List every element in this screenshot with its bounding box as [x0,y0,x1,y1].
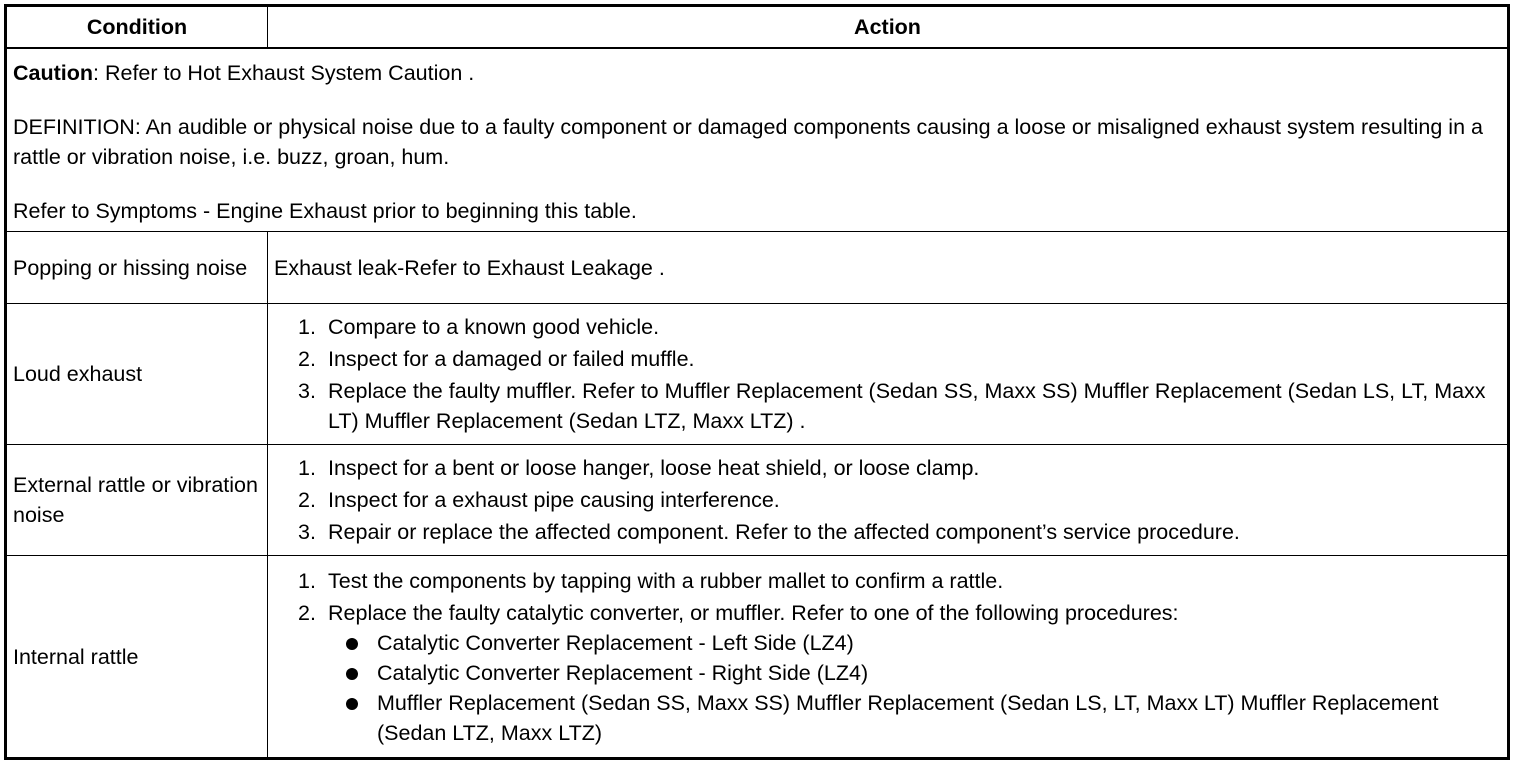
bullet-icon [346,698,358,710]
step-text: Inspect for a damaged or failed muffle. [328,347,695,371]
step-number: 1. [298,315,316,339]
bullet-icon [346,668,358,680]
step-text: Replace the faulty catalytic converter, or muffler. Refer to one of the following procedures: [328,600,1179,625]
condition-cell: External rattle or vibration noise [6,445,268,556]
step-text: Compare to a known good vehicle. [328,315,660,339]
step-text: Replace the faulty muffler. Refer to Muffler Replacement (Sedan SS, Maxx SS) Muffler Replacement (Sedan LS, LT, Maxx LT) Muffler Replacement (Sedan LTZ, Maxx LTZ) . [328,379,1486,433]
step-number: 1. [298,456,316,480]
table-row [6,232,1509,304]
step-item [274,517,1501,547]
step-text: Repair or replace the affected component. Refer to the affected component’s service procedure. [328,520,1240,544]
action-cell: Exhaust leak-Refer to Exhaust Leakage . [268,232,1509,304]
step-text: Inspect for a exhaust pipe causing interference. [328,488,780,512]
procedure-text: Catalytic Converter Replacement - Right Side (LZ4) [377,660,869,685]
table-row [6,445,1509,556]
caution-label: Caution [13,61,94,85]
procedure-text: Catalytic Converter Replacement - Left Side (LZ4) [377,630,854,655]
definition-text: DEFINITION: An audible or physical noise due to a faulty component or damaged components causing a loose or misaligned exhaust system resulting in a rattle or vibration noise, i.e. buzz, groan, hum. [13,115,1483,169]
procedure-text: Muffler Replacement (Sedan SS, Maxx SS) Muffler Replacement (Sedan LS, LT, Maxx LT) Muffler Replacement (Sedan LTZ, Maxx LTZ) [377,690,1439,745]
step-text: Test the components by tapping with a rubber mallet to confirm a rattle. [328,568,1004,593]
procedure-list [328,628,1501,748]
action-cell [268,556,1509,759]
procedure-item [328,688,1501,748]
step-number: 3. [298,520,316,544]
step-list [274,312,1501,436]
refer-symptoms-text: Refer to Symptoms - Engine Exhaust prior to beginning this table. [13,199,637,223]
condition-header: Condition [6,6,268,49]
document-page [4,4,1507,760]
action-cell [268,304,1509,445]
bullet-icon [346,638,358,650]
step-item [274,453,1501,483]
step-number: 2. [298,347,316,371]
step-number: 3. [298,379,316,403]
table-row [6,556,1509,759]
step-list [274,566,1501,748]
action-header: Action [268,6,1509,49]
step-item [274,344,1501,374]
caution-text: : Refer to Hot Exhaust System Caution . [93,61,475,85]
procedure-item [328,628,1501,658]
step-item [274,598,1501,748]
action-cell [268,445,1509,556]
step-item [274,566,1501,596]
step-list [274,453,1501,547]
step-item [274,485,1501,515]
note-cell [6,48,1509,232]
step-number: 1. [298,568,316,593]
diagnostic-table [4,4,1510,760]
note-row [6,48,1509,232]
condition-cell: Loud exhaust [6,304,268,445]
step-item [274,376,1501,436]
step-text: Inspect for a bent or loose hanger, loose heat shield, or loose clamp. [328,456,980,480]
table-row [6,304,1509,445]
step-number: 2. [298,488,316,512]
header-row [6,6,1509,49]
caution-line [13,58,1501,88]
condition-cell: Internal rattle [6,556,268,759]
procedure-item [328,658,1501,688]
condition-cell: Popping or hissing noise [6,232,268,304]
step-number: 2. [298,600,316,625]
step-item [274,312,1501,342]
